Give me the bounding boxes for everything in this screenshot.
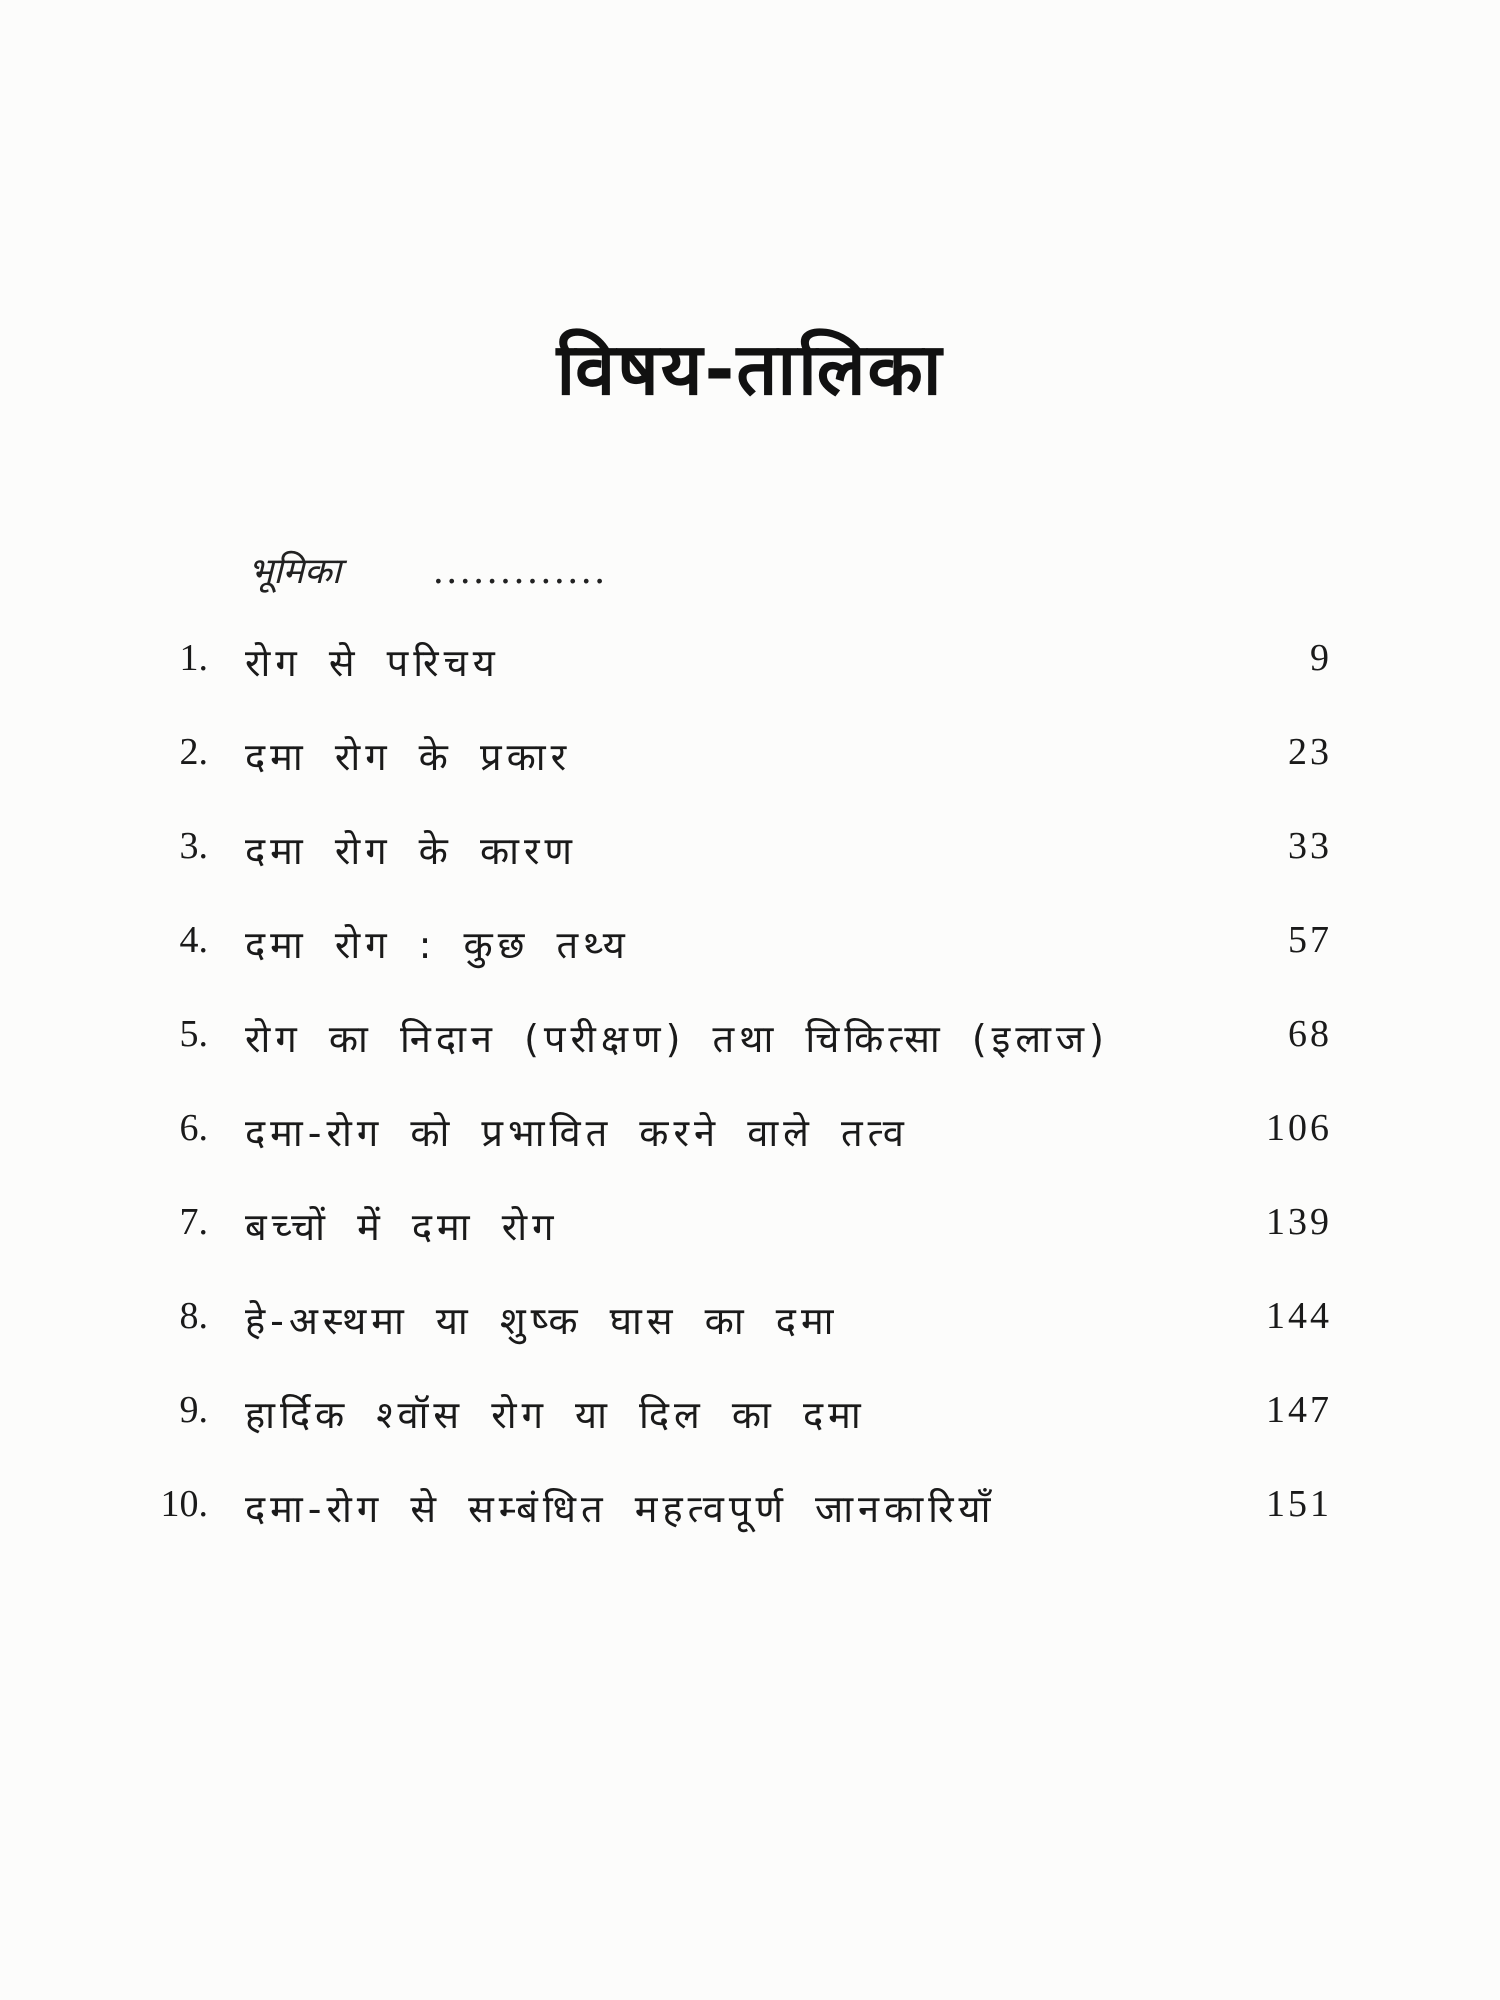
toc-entry-4 (0, 918, 1500, 978)
entry-title: हार्दिक श्वॉस रोग या दिल का दमा (245, 1393, 866, 1437)
page-title: विषय-तालिका (556, 327, 944, 411)
entry-title: दमा-रोग को प्रभावित करने वाले तत्व (245, 1111, 909, 1155)
preface-entry (248, 545, 607, 594)
entry-page: 33 (1288, 825, 1332, 867)
entry-page: 144 (1266, 1295, 1332, 1337)
entry-title: हे-अस्थमा या शुष्क घास का दमा (245, 1299, 839, 1343)
entry-number: 5. (179, 1013, 208, 1055)
entry-title: रोग का निदान (परीक्षण) तथा चिकित्सा (इलाज) (245, 1017, 1109, 1061)
entry-number: 7. (179, 1201, 208, 1243)
entry-page: 57 (1288, 919, 1332, 961)
preface-dots: ............. (432, 551, 608, 592)
entry-number: 1. (179, 637, 208, 679)
entry-page: 9 (1310, 637, 1332, 679)
entry-page: 139 (1266, 1201, 1332, 1243)
entry-page: 23 (1288, 731, 1332, 773)
toc-entry-7 (0, 1200, 1500, 1260)
toc-entry-2 (0, 730, 1500, 790)
toc-entry-1 (0, 636, 1500, 696)
entry-number: 3. (179, 825, 208, 867)
toc-entry-9 (0, 1388, 1500, 1448)
entry-page: 151 (1266, 1483, 1332, 1525)
entry-page: 147 (1266, 1389, 1332, 1431)
entry-number: 9. (179, 1389, 208, 1431)
entry-title: दमा रोग के कारण (245, 829, 577, 873)
entry-number: 6. (179, 1107, 208, 1149)
toc-entry-5 (0, 1012, 1500, 1072)
entry-page: 106 (1266, 1107, 1332, 1149)
entry-title: बच्चों में दमा रोग (245, 1205, 559, 1249)
toc-entry-6 (0, 1106, 1500, 1166)
toc-entry-8 (0, 1294, 1500, 1354)
entry-number: 2. (179, 731, 208, 773)
toc-entry-10 (0, 1482, 1500, 1542)
entry-number: 8. (179, 1295, 208, 1337)
entry-title: दमा-रोग से सम्बंधित महत्वपूर्ण जानकारियाँ (245, 1487, 996, 1531)
entry-title: दमा रोग के प्रकार (245, 735, 572, 779)
entry-title: रोग से परिचय (245, 641, 500, 685)
entry-number: 10. (160, 1483, 208, 1525)
preface-label: भूमिका (248, 551, 342, 592)
entry-number: 4. (179, 919, 208, 961)
entry-title: दमा रोग : कुछ तथ्य (245, 923, 630, 967)
toc-entry-3 (0, 824, 1500, 884)
entry-page: 68 (1288, 1013, 1332, 1055)
